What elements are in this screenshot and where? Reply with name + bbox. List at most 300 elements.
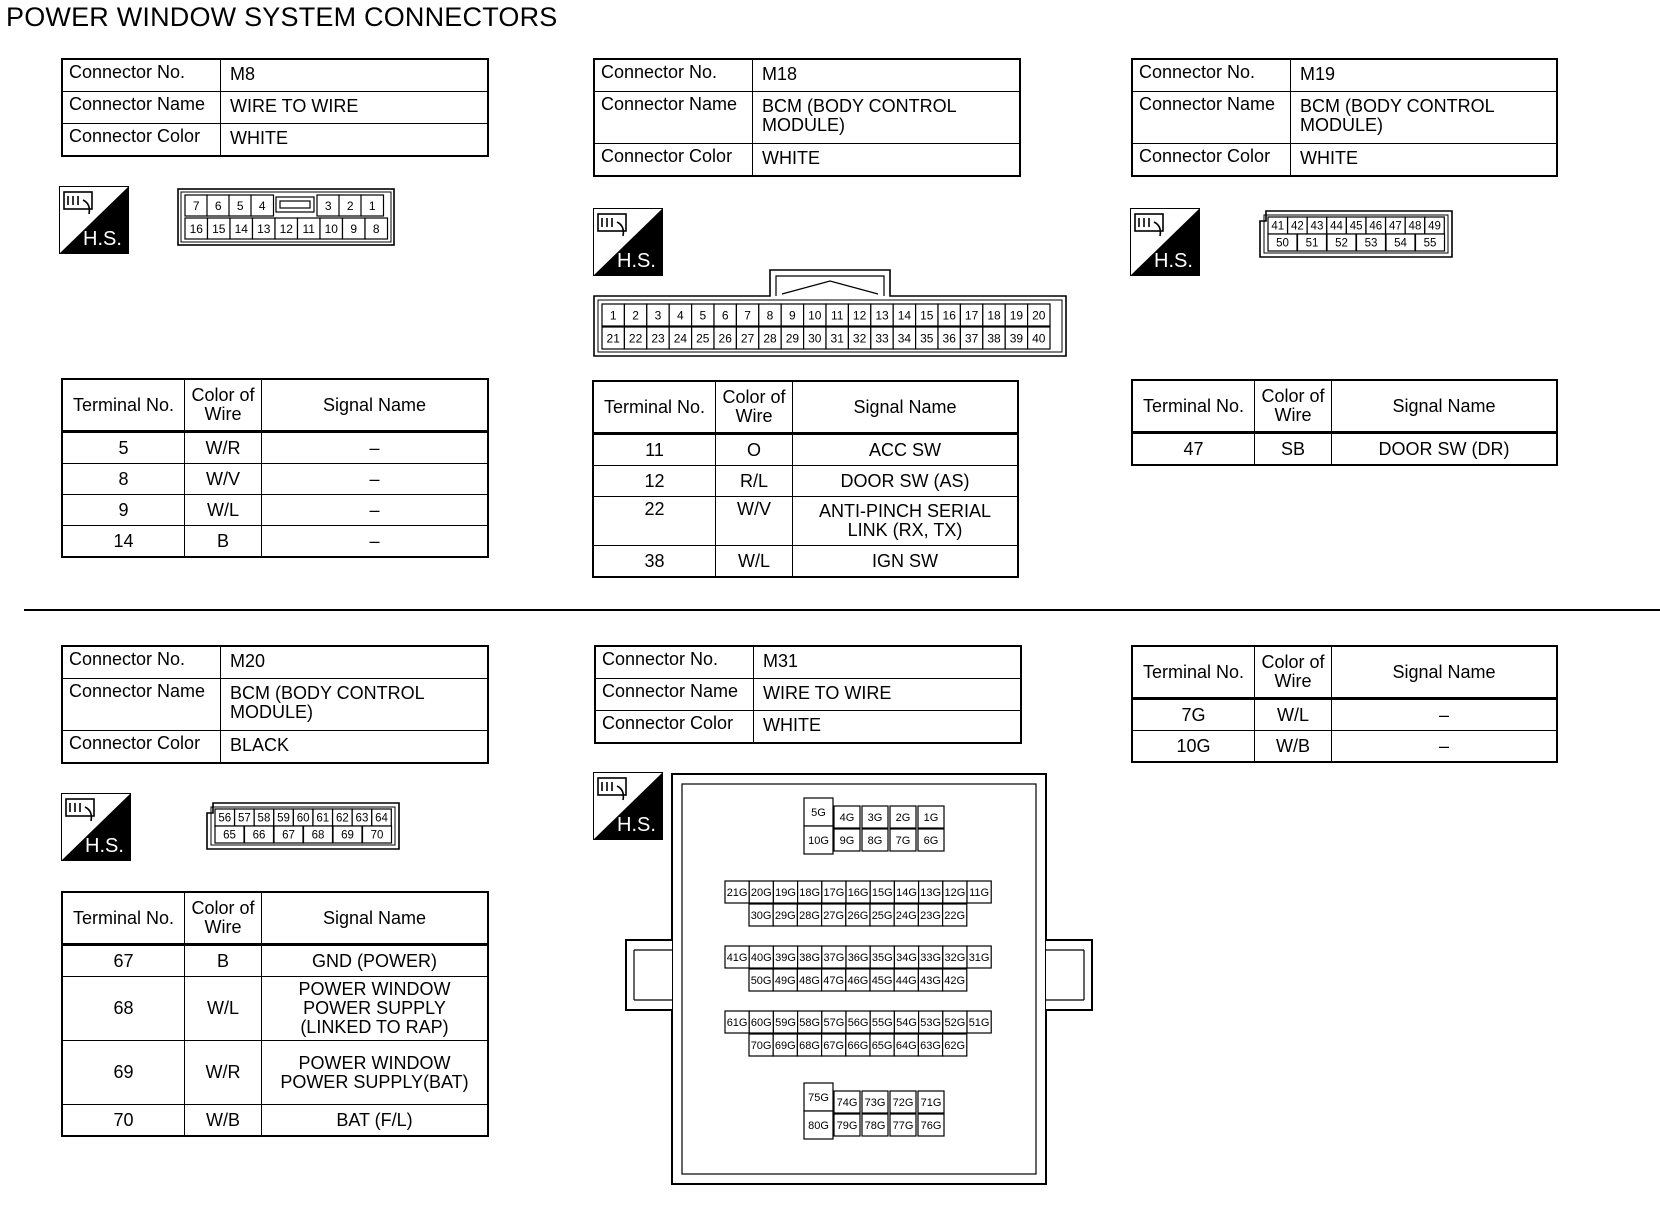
terminal-pin-label: 39: [1009, 331, 1024, 346]
terminal-pin-label: 47: [1388, 220, 1402, 233]
terminal-pin-label: 4: [677, 308, 684, 323]
terminal-pin-label: 40: [1032, 331, 1046, 346]
header-color-of: Color of: [1261, 652, 1325, 672]
terminal-pin-label: 69: [341, 829, 354, 842]
m19-connector-no: M19: [1291, 59, 1558, 92]
terminal-pin-label: 18: [987, 308, 1001, 323]
m19-connector-name-line2: MODULE): [1300, 115, 1384, 135]
terminal-pin: [215, 826, 244, 843]
terminal-pin: [1028, 304, 1050, 326]
terminal-pin-label: 55G: [871, 1016, 893, 1029]
m8-terminal-table: [61, 378, 489, 558]
terminal-pin: [804, 327, 826, 349]
terminal-pin: [749, 946, 773, 968]
terminal-pin: [919, 1011, 943, 1033]
m19-terminal-table: [1131, 379, 1558, 466]
terminal-pin: [372, 809, 392, 826]
terminal-pin-label: 13: [875, 308, 889, 323]
m20-signal-name-line3: (LINKED TO RAP): [300, 1017, 449, 1037]
terminal-pin-label: 13: [257, 221, 271, 236]
terminal-pin-label: 44: [1330, 220, 1343, 233]
m8-terminal-no: 14: [62, 526, 185, 558]
terminal-pin-label: 16G: [847, 886, 869, 899]
m20-wire-color: W/L: [185, 977, 262, 1041]
label-connector-name: Connector Name: [595, 679, 754, 711]
m31-wire-color: W/L: [1255, 699, 1332, 731]
m18-connector-info: [593, 58, 1021, 177]
terminal-pin-label: 36: [942, 331, 956, 346]
terminal-pin: [773, 881, 797, 903]
terminal-pin: [983, 327, 1005, 349]
terminal-pin-label: 13G: [920, 886, 942, 899]
terminal-pin: [797, 1034, 821, 1056]
m18-terminal-no: 38: [593, 546, 716, 578]
terminal-pin: [919, 946, 943, 968]
terminal-pin: [846, 946, 870, 968]
terminal-pin-label: 66G: [847, 1039, 869, 1052]
terminal-pin-label: 19: [1009, 308, 1024, 323]
m20-connector-info: [61, 645, 489, 764]
m18-connector-color: WHITE: [753, 144, 1021, 177]
terminal-pin-label: 1: [609, 308, 617, 323]
header-terminal-no: Terminal No.: [593, 381, 716, 434]
m8-harness-side-icon: [59, 186, 129, 254]
terminal-pin: [317, 195, 340, 216]
terminal-pin-label: 18G: [799, 886, 821, 899]
m20-signal-name: GND (POWER): [262, 945, 489, 977]
terminal-pin-label: 10: [808, 308, 822, 323]
m18-terminal-no: 11: [593, 434, 716, 466]
terminal-pin-label: 62G: [944, 1039, 966, 1052]
m18-signal-name: IGN SW: [793, 546, 1019, 578]
terminal-pin: [714, 327, 736, 349]
m19-terminal-no: 47: [1132, 433, 1255, 466]
header-terminal-no: Terminal No.: [1132, 646, 1255, 699]
terminal-pin-label: 33: [875, 331, 889, 346]
terminal-pin-label: 67G: [823, 1039, 845, 1052]
label-connector-color: Connector Color: [62, 124, 221, 157]
terminal-pin-label: 63G: [920, 1039, 941, 1052]
terminal-pin: [773, 946, 797, 968]
terminal-pin: [870, 904, 894, 926]
m8-terminal-no: 9: [62, 495, 185, 526]
terminal-pin-label: 74G: [836, 1096, 858, 1109]
terminal-pin-label: 70: [370, 829, 384, 842]
header-signal-name: Signal Name: [793, 381, 1019, 434]
terminal-pin: [229, 195, 252, 216]
terminal-pin-label: 6G: [923, 834, 939, 847]
terminal-pin-label: 16: [942, 308, 956, 323]
m18-connector-name-line1: BCM (BODY CONTROL: [762, 96, 957, 116]
terminal-pin: [848, 304, 870, 326]
terminal-pin-label: 43G: [920, 974, 941, 987]
m18-wire-color: O: [716, 434, 793, 466]
m31-connector-no: M31: [754, 646, 1022, 679]
terminal-pin-label: 6: [214, 198, 222, 213]
terminal-pin: [1327, 217, 1347, 234]
m20-signal-name-line1: POWER WINDOW: [298, 1052, 451, 1073]
terminal-pin: [749, 881, 773, 903]
terminal-pin: [804, 1111, 833, 1139]
terminal-pin-label: 15G: [871, 886, 893, 899]
terminal-pin: [759, 327, 781, 349]
terminal-pin-label: 28G: [799, 909, 820, 922]
terminal-pin-label: 11: [830, 308, 844, 323]
terminal-pin: [967, 946, 991, 968]
terminal-pin-label: 26G: [847, 909, 869, 922]
terminal-pin-label: 38: [987, 331, 1001, 346]
terminal-pin: [871, 327, 893, 349]
terminal-pin: [894, 881, 918, 903]
terminal-pin: [320, 218, 343, 239]
terminal-pin: [834, 1091, 860, 1113]
terminal-pin-label: 15: [920, 308, 934, 323]
header-wire: Wire: [1274, 405, 1312, 425]
terminal-pin: [894, 1011, 918, 1033]
terminal-pin-label: 14G: [896, 886, 917, 899]
terminal-pin: [1288, 217, 1308, 234]
m20-signal-name-line2: POWER SUPPLY(BAT): [280, 1071, 469, 1092]
terminal-pin-label: 3: [654, 308, 662, 323]
header-signal-name: Signal Name: [1332, 380, 1558, 433]
terminal-pin-label: 9: [789, 308, 796, 323]
terminal-pin-label: 68G: [799, 1039, 820, 1052]
label-connector-no: Connector No.: [62, 59, 221, 92]
terminal-pin-label: 31: [830, 331, 844, 346]
terminal-pin: [943, 1011, 967, 1033]
m18-wire-color: W/L: [716, 546, 793, 578]
terminal-pin-label: 56G: [847, 1016, 869, 1029]
terminal-pin: [692, 304, 714, 326]
terminal-pin-label: 36G: [847, 951, 869, 964]
terminal-pin: [918, 1091, 944, 1113]
terminal-pin-label: 46: [1369, 220, 1383, 233]
terminal-pin-label: 35G: [871, 951, 893, 964]
terminal-pin-label: 24G: [895, 909, 917, 922]
terminal-pin: [846, 1011, 870, 1033]
terminal-pin-label: 12G: [944, 886, 966, 899]
terminal-pin: [826, 327, 848, 349]
terminal-pin-label: 72G: [892, 1096, 914, 1109]
terminal-pin-label: 35: [920, 331, 934, 346]
m8-signal-name: –: [262, 432, 489, 464]
terminal-pin-label: 8G: [867, 834, 883, 847]
terminal-pin: [773, 904, 797, 926]
terminal-pin: [938, 304, 960, 326]
terminal-pin: [725, 881, 749, 903]
terminal-pin-label: 15: [212, 221, 226, 236]
label-connector-name: Connector Name: [62, 679, 221, 731]
terminal-pin: [893, 327, 915, 349]
terminal-pin: [1005, 327, 1027, 349]
m18-terminal-no: 22: [593, 497, 716, 546]
terminal-pin: [894, 1034, 918, 1056]
terminal-pin: [960, 327, 982, 349]
terminal-pin-label: 1: [368, 198, 376, 213]
m20-connector-color: BLACK: [221, 731, 489, 764]
terminal-pin: [1268, 234, 1297, 251]
terminal-pin-label: 33G: [920, 951, 942, 964]
terminal-pin: [1405, 217, 1425, 234]
label-connector-no: Connector No.: [595, 646, 754, 679]
terminal-pin-label: 34: [897, 331, 912, 346]
terminal-pin: [361, 195, 384, 216]
terminal-pin-label: 19G: [775, 886, 796, 899]
terminal-pin-label: 26: [718, 331, 732, 346]
terminal-pin-label: 48: [1408, 220, 1422, 233]
terminal-pin-label: 20G: [750, 886, 772, 899]
terminal-pin: [918, 1114, 944, 1136]
m20-wire-color: W/B: [185, 1105, 262, 1137]
terminal-pin: [1346, 217, 1366, 234]
terminal-pin-label: 6: [721, 308, 729, 323]
terminal-pin: [669, 327, 691, 349]
header-color-of: Color of: [1261, 386, 1325, 406]
label-connector-no: Connector No.: [594, 59, 753, 92]
terminal-pin-label: 67: [282, 829, 295, 842]
terminal-pin: [692, 327, 714, 349]
terminal-pin-label: 73G: [864, 1096, 886, 1109]
terminal-pin: [960, 304, 982, 326]
terminal-pin-label: 24: [673, 331, 688, 346]
terminal-pin: [822, 1034, 846, 1056]
terminal-pin-label: 38G: [799, 951, 821, 964]
terminal-pin: [647, 327, 669, 349]
terminal-pin: [714, 304, 736, 326]
terminal-pin-label: 75G: [808, 1091, 829, 1104]
terminal-pin-label: 16: [189, 221, 203, 236]
terminal-pin-label: 70G: [750, 1039, 772, 1052]
terminal-pin: [862, 806, 888, 828]
terminal-pin: [983, 304, 1005, 326]
terminal-pin: [943, 881, 967, 903]
m8-signal-name: –: [262, 526, 489, 558]
terminal-pin-label: 23: [651, 331, 665, 346]
terminal-pin-label: 76G: [920, 1119, 942, 1132]
terminal-pin: [890, 1091, 916, 1113]
terminal-pin-label: 31G: [968, 951, 990, 964]
terminal-pin-label: 52: [1335, 237, 1348, 250]
terminal-pin-label: 10: [324, 221, 338, 236]
label-connector-no: Connector No.: [62, 646, 221, 679]
m20-connector-name-line2: MODULE): [230, 702, 314, 722]
terminal-pin: [215, 809, 235, 826]
terminal-pin: [848, 327, 870, 349]
m20-terminal-table: [61, 891, 489, 1137]
m20-terminal-no: 68: [62, 977, 185, 1041]
terminal-pin: [781, 304, 803, 326]
terminal-pin: [798, 881, 822, 903]
terminal-pin-label: 47G: [823, 974, 845, 987]
terminal-pin: [822, 881, 846, 903]
terminal-pin-label: 29G: [774, 909, 796, 922]
terminal-pin-label: 8: [766, 308, 774, 323]
terminal-pin: [916, 304, 938, 326]
terminal-pin: [736, 327, 758, 349]
terminal-pin-label: 49G: [774, 974, 796, 987]
m31-connector-info: [594, 645, 1022, 744]
m20-connector-name-line1: BCM (BODY CONTROL: [230, 683, 425, 703]
m20-signal-name-line2: POWER SUPPLY: [303, 998, 446, 1018]
terminal-pin-label: 71G: [920, 1096, 942, 1109]
terminal-pin-label: 11: [302, 221, 315, 236]
terminal-pin: [822, 969, 846, 991]
terminal-pin: [822, 946, 846, 968]
terminal-pin: [208, 218, 231, 239]
terminal-pin-label: 11G: [969, 886, 990, 899]
terminal-pin: [1005, 304, 1027, 326]
label-connector-color: Connector Color: [595, 711, 754, 744]
terminal-pin-label: 20: [1032, 308, 1046, 323]
terminal-pin: [890, 806, 916, 828]
terminal-pin: [870, 969, 894, 991]
terminal-pin: [943, 904, 967, 926]
terminal-pin-label: 41G: [726, 951, 748, 964]
terminal-pin-label: 5G: [811, 806, 826, 819]
terminal-pin: [749, 1034, 773, 1056]
terminal-pin: [846, 1034, 870, 1056]
m20-signal-name-line1: POWER WINDOW: [298, 979, 451, 999]
terminal-pin-label: 54: [1394, 237, 1407, 250]
terminal-pin-label: 62: [335, 812, 349, 825]
m20-harness-side-icon: [61, 793, 131, 861]
label-connector-name: Connector Name: [594, 92, 753, 144]
m18-wire-color: W/V: [716, 497, 793, 546]
terminal-pin-label: 51G: [968, 1016, 990, 1029]
terminal-pin-label: 48G: [799, 974, 820, 987]
terminal-pin-label: 27G: [823, 909, 845, 922]
terminal-pin: [251, 195, 274, 216]
terminal-pin: [890, 829, 916, 851]
terminal-pin: [862, 1091, 888, 1113]
m18-terminal-no: 12: [593, 466, 716, 497]
terminal-pin: [725, 1011, 749, 1033]
page-title: POWER WINDOW SYSTEM CONNECTORS: [6, 2, 558, 32]
terminal-pin: [798, 946, 822, 968]
terminal-pin: [834, 829, 860, 851]
m31-terminal-table: [1131, 645, 1558, 763]
terminal-pin: [894, 904, 918, 926]
header-wire: Wire: [204, 917, 242, 937]
terminal-pin: [245, 826, 274, 843]
terminal-pin: [602, 327, 624, 349]
terminal-pin: [938, 327, 960, 349]
m20-terminal-no: 69: [62, 1041, 185, 1105]
terminal-pin-label: 3G: [867, 811, 883, 824]
header-signal-name: Signal Name: [1332, 646, 1558, 699]
terminal-pin: [826, 304, 848, 326]
m20-wire-color: W/R: [185, 1041, 262, 1105]
terminal-pin: [894, 969, 918, 991]
terminal-pin-label: 27: [740, 331, 755, 346]
terminal-pin-label: 65: [223, 829, 236, 842]
m8-terminal-no: 5: [62, 432, 185, 464]
terminal-pin-label: 21: [606, 331, 620, 346]
m18-signal-name-line1: ANTI-PINCH SERIAL: [818, 501, 992, 521]
label-connector-no: Connector No.: [1132, 59, 1291, 92]
m8-signal-name: –: [262, 464, 489, 495]
label-connector-color: Connector Color: [594, 144, 753, 177]
m19-connector-face: [1256, 209, 1454, 259]
terminal-pin-label: 29: [785, 331, 800, 346]
m31-wire-color: W/B: [1255, 731, 1332, 763]
terminal-pin: [343, 218, 366, 239]
terminal-pin: [804, 826, 833, 854]
terminal-pin: [254, 809, 274, 826]
m31-terminal-no: 10G: [1132, 731, 1255, 763]
terminal-pin-label: 9G: [839, 834, 855, 847]
terminal-pin-label: 58: [257, 812, 271, 825]
m31-signal-name: –: [1332, 699, 1558, 731]
terminal-pin: [870, 1034, 894, 1056]
terminal-pin: [918, 969, 942, 991]
terminal-pin-label: 37G: [823, 951, 845, 964]
terminal-pin-label: 7G: [895, 834, 911, 847]
m18-connector-face: [592, 268, 1068, 358]
m8-signal-name: –: [262, 495, 489, 526]
terminal-pin-label: 50: [1276, 237, 1289, 250]
svg-text:H.S.: H.S.: [1154, 250, 1193, 272]
terminal-pin-label: 23G: [920, 909, 941, 922]
m8-connector-face: [177, 188, 395, 246]
terminal-pin-label: 3: [324, 198, 332, 213]
terminal-pin-label: 69G: [774, 1039, 796, 1052]
terminal-pin-label: 17: [964, 308, 979, 323]
terminal-pin-label: 1G: [923, 811, 939, 824]
header-terminal-no: Terminal No.: [62, 379, 185, 432]
terminal-pin: [1386, 217, 1406, 234]
terminal-pin: [669, 304, 691, 326]
svg-text:H.S.: H.S.: [617, 814, 656, 836]
terminal-pin: [834, 1114, 860, 1136]
terminal-pin-label: 60: [296, 812, 310, 825]
terminal-pin: [918, 904, 942, 926]
terminal-pin-label: 59: [277, 812, 290, 825]
terminal-pin-label: 12: [279, 221, 293, 236]
m31-signal-name: –: [1332, 731, 1558, 763]
m8-connector-info: [61, 58, 489, 157]
terminal-pin: [804, 304, 826, 326]
terminal-pin: [870, 946, 894, 968]
m31-terminal-no: 7G: [1132, 699, 1255, 731]
m20-connector-no: M20: [221, 646, 489, 679]
terminal-pin-label: 32G: [944, 951, 966, 964]
terminal-pin-label: 32: [852, 331, 867, 346]
terminal-pin: [846, 904, 870, 926]
terminal-pin: [1357, 234, 1386, 251]
terminal-pin-label: 2: [346, 198, 354, 213]
m8-wire-color: W/L: [185, 495, 262, 526]
m20-terminal-no: 70: [62, 1105, 185, 1137]
terminal-pin-label: 9: [350, 221, 358, 236]
terminal-pin-label: 30G: [750, 909, 772, 922]
terminal-pin: [624, 327, 646, 349]
header-color-of: Color of: [191, 898, 255, 918]
m8-wire-color: B: [185, 526, 262, 558]
terminal-pin: [725, 946, 749, 968]
header-wire: Wire: [735, 406, 773, 426]
terminal-pin-label: 42G: [944, 974, 966, 987]
terminal-pin: [749, 969, 773, 991]
terminal-pin-label: 14: [234, 221, 248, 236]
terminal-pin-label: 61G: [726, 1016, 748, 1029]
m18-signal-name: DOOR SW (AS): [793, 466, 1019, 497]
terminal-pin-label: 53G: [920, 1016, 942, 1029]
terminal-pin: [749, 1011, 773, 1033]
terminal-pin-label: 2: [632, 308, 639, 323]
terminal-pin-label: 12: [852, 308, 867, 323]
terminal-pin: [781, 327, 803, 349]
